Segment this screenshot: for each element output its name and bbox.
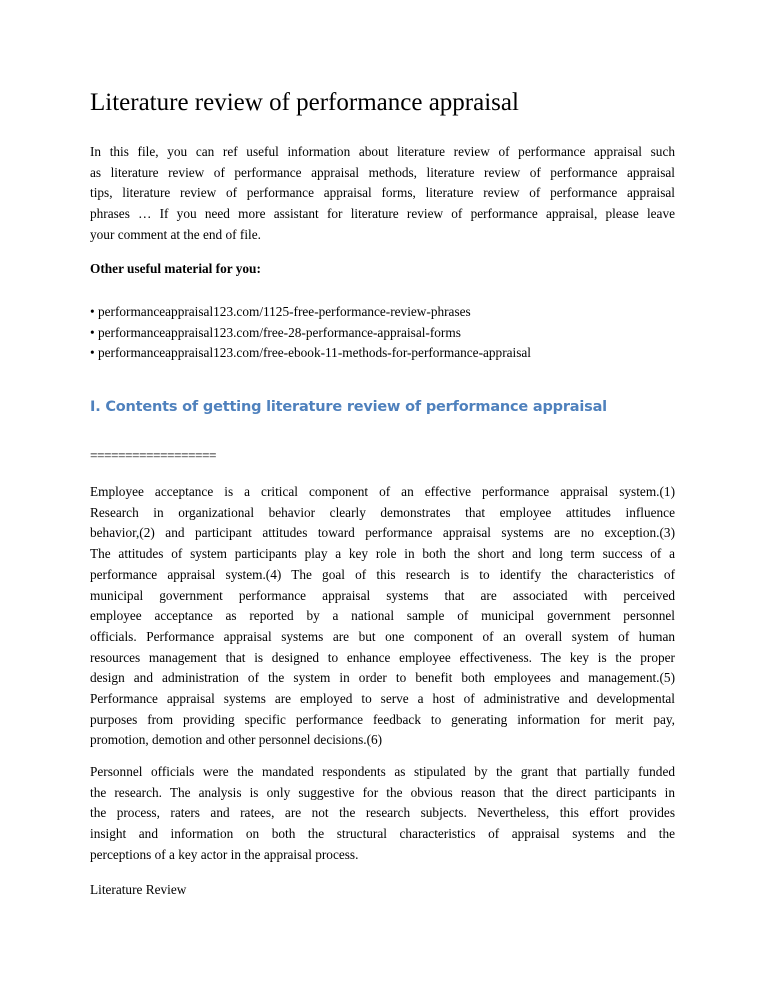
body-line: perceptions of a key actor in the appraisal process. bbox=[90, 846, 359, 862]
literature-review-subheading: Literature Review bbox=[90, 882, 187, 897]
body-line: The attitudes of system participants play a key role in both the short and long term success of a bbox=[90, 546, 675, 562]
body-line: Research in organizational behavior clearly demonstrates that employee attitudes influence bbox=[90, 504, 675, 520]
body-line: the process, raters and ratees, are not the research subjects. Nevertheless, this effort provides bbox=[90, 805, 675, 821]
body-line: design and administration of the system in order to benefit both employees and management.(5) bbox=[90, 670, 675, 686]
body-line: behavior,(2) and participant attitudes toward performance appraisal systems are no exception.(3) bbox=[90, 525, 675, 541]
body-line: resources management that is designed to enhance employee effectiveness. The key is the proper bbox=[90, 649, 675, 665]
body-line: Employee acceptance is a critical component of an effective performance appraisal system.(1) bbox=[90, 484, 675, 499]
equals-divider: ================== bbox=[90, 448, 216, 463]
body-line: officials. Performance appraisal systems are but one component of an overall system of human bbox=[90, 628, 675, 644]
useful-links-list bbox=[90, 302, 531, 364]
body-line: Performance appraisal systems are employed to serve a host of administrative and developmental bbox=[90, 691, 675, 707]
document-title: Literature review of performance appraisal bbox=[90, 89, 519, 116]
body-line: the research. The analysis is only suggestive for the obvious reason that the direct participants in bbox=[90, 784, 675, 800]
useful-link-item[interactable]: • performanceappraisal123.com/free-28-performance-appraisal-forms bbox=[90, 324, 461, 340]
body-line: performance appraisal system.(4) The goal of this research is to identify the characteristics of bbox=[90, 566, 675, 582]
intro-paragraph bbox=[90, 142, 675, 246]
body-paragraph-1 bbox=[90, 482, 675, 751]
body-line: purposes from providing specific performance feedback to generating information for merit pay, bbox=[90, 711, 675, 727]
body-line: promotion, demotion and other personnel decisions.(6) bbox=[90, 732, 383, 748]
body-line: insight and information on both the structural characteristics of appraisal systems and the bbox=[90, 826, 675, 842]
other-material-heading: Other useful material for you: bbox=[90, 261, 261, 276]
body-line: employee acceptance as reported by a national sample of municipal government personnel bbox=[90, 608, 675, 624]
intro-line: tips, literature review of performance appraisal forms, literature review of performance appraisal bbox=[90, 185, 675, 201]
body-line: municipal government performance appraisal systems that are associated with perceived bbox=[90, 587, 675, 603]
useful-link-item[interactable]: • performanceappraisal123.com/free-ebook-11-methods-for-performance-appraisal bbox=[90, 345, 532, 360]
body-paragraph-2 bbox=[90, 762, 675, 866]
body-line: Personnel officials were the mandated respondents as stipulated by the grant that partially funded bbox=[90, 764, 675, 779]
intro-line: In this file, you can ref useful information about literature review of performance appraisal such bbox=[90, 144, 675, 159]
intro-line: phrases … If you need more assistant for literature review of performance appraisal, please leave bbox=[90, 206, 675, 222]
intro-line: your comment at the end of file. bbox=[90, 226, 261, 242]
useful-link-item[interactable]: • performanceappraisal123.com/1125-free-performance-review-phrases bbox=[90, 304, 471, 319]
intro-line: as literature review of performance appraisal methods, literature review of performance appraisal bbox=[90, 164, 675, 180]
section-heading: I. Contents of getting literature review of performance appraisal bbox=[90, 399, 607, 415]
